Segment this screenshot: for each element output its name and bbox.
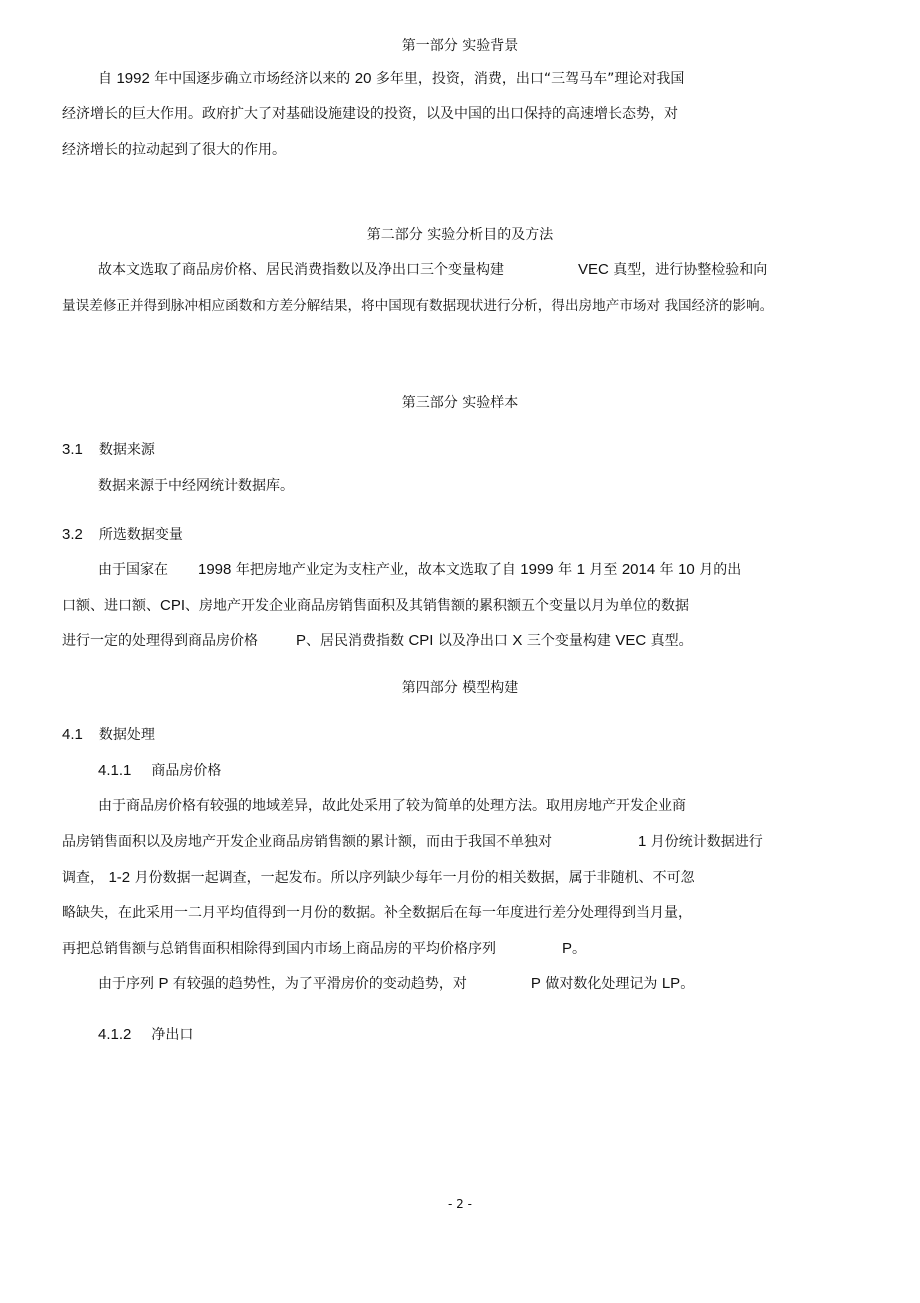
- text-span: 由于序列: [98, 976, 159, 992]
- text-span: 口额、进口额、: [62, 598, 160, 614]
- text-span: 三个变量构建: [522, 633, 616, 649]
- year-1999: 1999: [520, 561, 554, 578]
- part2-paragraph-line2: 量误差修正并得到脉冲相应函数和方差分解结果，将中国现有数据现状进行分析，得出房地产市场对 我国经济的影响。: [62, 298, 774, 314]
- section-label: 净出口: [151, 1027, 194, 1043]
- part2-paragraph-line1: [98, 261, 767, 279]
- section-label: 数据处理: [98, 727, 155, 743]
- text-span: 月份统计数据进行: [646, 834, 763, 850]
- part1-paragraph-line3: 经济增长的拉动起到了很大的作用。: [62, 142, 286, 158]
- month-10: 10: [678, 561, 695, 578]
- section-4-1-1-line2: [62, 833, 763, 851]
- year-1998: 1998: [198, 561, 232, 578]
- text-span: 有较强的趋势性，为了平滑房价的变动趋势，对: [168, 976, 467, 992]
- part1-paragraph-line2: 经济增长的巨大作用。政府扩大了对基础设施建设的投资，以及中国的出口保持的高速增长态势，对: [62, 106, 678, 122]
- text-span: 年把房地产业定为支柱产业，故本文选取了自: [231, 562, 521, 578]
- section-number: 4.1: [62, 726, 83, 743]
- section-number: 3.2: [62, 526, 83, 543]
- section-3-2-line1: [98, 561, 741, 579]
- cpi-term: CPI: [408, 632, 434, 649]
- section-4-1-1-line5: [62, 940, 586, 958]
- part1-paragraph-line1: [98, 70, 684, 88]
- text-span: 以及净出口: [433, 633, 513, 649]
- section-label: 商品房价格: [151, 763, 222, 779]
- text-span: 真型，进行协整检验和向: [608, 262, 768, 278]
- section-4-1-1-line1: 由于商品房价格有较强的地域差异，故此处采用了较为简单的处理方法。取用房地产开发企业商: [98, 798, 686, 814]
- x-term: X: [512, 632, 523, 649]
- section-4-1-1-line6: [98, 975, 694, 993]
- text-span: 、居民消费指数: [306, 633, 409, 649]
- section-3-1-text: 数据来源于中经网统计数据库。: [98, 478, 294, 494]
- part2-heading: 第二部分 实验分析目的及方法: [366, 227, 554, 243]
- p-term: P: [296, 632, 307, 649]
- cpi-term: CPI: [160, 597, 186, 614]
- part3-heading: 第三部分 实验样本: [401, 395, 519, 411]
- section-3-1-heading: [62, 441, 155, 459]
- text-span: 故本文选取了商品房价格、居民消费指数以及净出口三个变量构建: [98, 262, 504, 278]
- text-span: 月至: [584, 562, 622, 578]
- text-span: 自: [98, 71, 117, 87]
- section-number: 4.1.1: [98, 762, 132, 779]
- part1-heading: 第一部分 实验背景: [401, 38, 519, 54]
- months-1-2: 1-2: [108, 869, 131, 886]
- month-1: 1: [638, 833, 647, 850]
- section-label: 数据来源: [98, 442, 155, 458]
- page-number: - 2 -: [448, 1197, 472, 1211]
- text-span: 做对数化处理记为: [540, 976, 662, 992]
- text-span: 多年里，投资，消费，出口“三驾马车”理论对我国: [371, 71, 685, 87]
- section-4-1-1-line3: [62, 869, 695, 887]
- year-1992: 1992: [116, 70, 150, 87]
- text-span: 月份数据一起调查，一起发布。所以序列缺少每年一月份的相关数据，属于非随机、不可忽: [130, 870, 695, 886]
- section-number: 4.1.2: [98, 1026, 132, 1043]
- text-span: 。: [572, 941, 587, 957]
- text-span: 再把总销售额与总销售面积相除得到国内市场上商品房的平均价格序列: [62, 941, 496, 957]
- section-4-1-1-heading: [98, 762, 221, 780]
- text-span: 进行一定的处理得到商品房价格: [62, 633, 258, 649]
- section-3-2-heading: [62, 526, 183, 544]
- text-span: 、房地产开发企业商品房销售面积及其销售额的累积额五个变量以月为单位的数据: [185, 598, 690, 614]
- section-4-1-1-line4: 略缺失，在此采用一二月平均值得到一月份的数据。补全数据后在每一年度进行差分处理得到当月量，: [62, 905, 692, 921]
- text-span: 品房销售面积以及房地产开发企业商品房销售额的累计额，而由于我国不单独对: [62, 834, 552, 850]
- year-2014: 2014: [621, 561, 656, 578]
- section-label: 所选数据变量: [98, 527, 183, 543]
- text-span: 。: [680, 976, 695, 992]
- section-3-2-line3: [62, 632, 693, 650]
- p-term: P: [530, 975, 541, 992]
- text-span: 年: [655, 562, 679, 578]
- text-span: 年: [553, 562, 577, 578]
- part4-heading: 第四部分 模型构建: [401, 680, 519, 696]
- number-20: 20: [354, 70, 372, 87]
- month-1: 1: [576, 561, 585, 578]
- text-span: 调查，: [62, 870, 109, 886]
- lp-term: LP: [661, 975, 681, 992]
- section-number: 3.1: [62, 441, 83, 458]
- text-span: 真型。: [646, 633, 693, 649]
- vec-term: VEC: [615, 632, 647, 649]
- section-3-2-line2: [62, 597, 689, 615]
- text-span: 由于国家在: [98, 562, 168, 578]
- section-4-1-2-heading: [98, 1026, 193, 1044]
- vec-term: VEC: [578, 261, 609, 278]
- text-span: 年中国逐步确立市场经济以来的: [149, 71, 355, 87]
- p-term: P: [158, 975, 169, 992]
- section-4-1-heading: [62, 726, 155, 744]
- p-term: P: [562, 940, 573, 957]
- text-span: 月的出: [694, 562, 742, 578]
